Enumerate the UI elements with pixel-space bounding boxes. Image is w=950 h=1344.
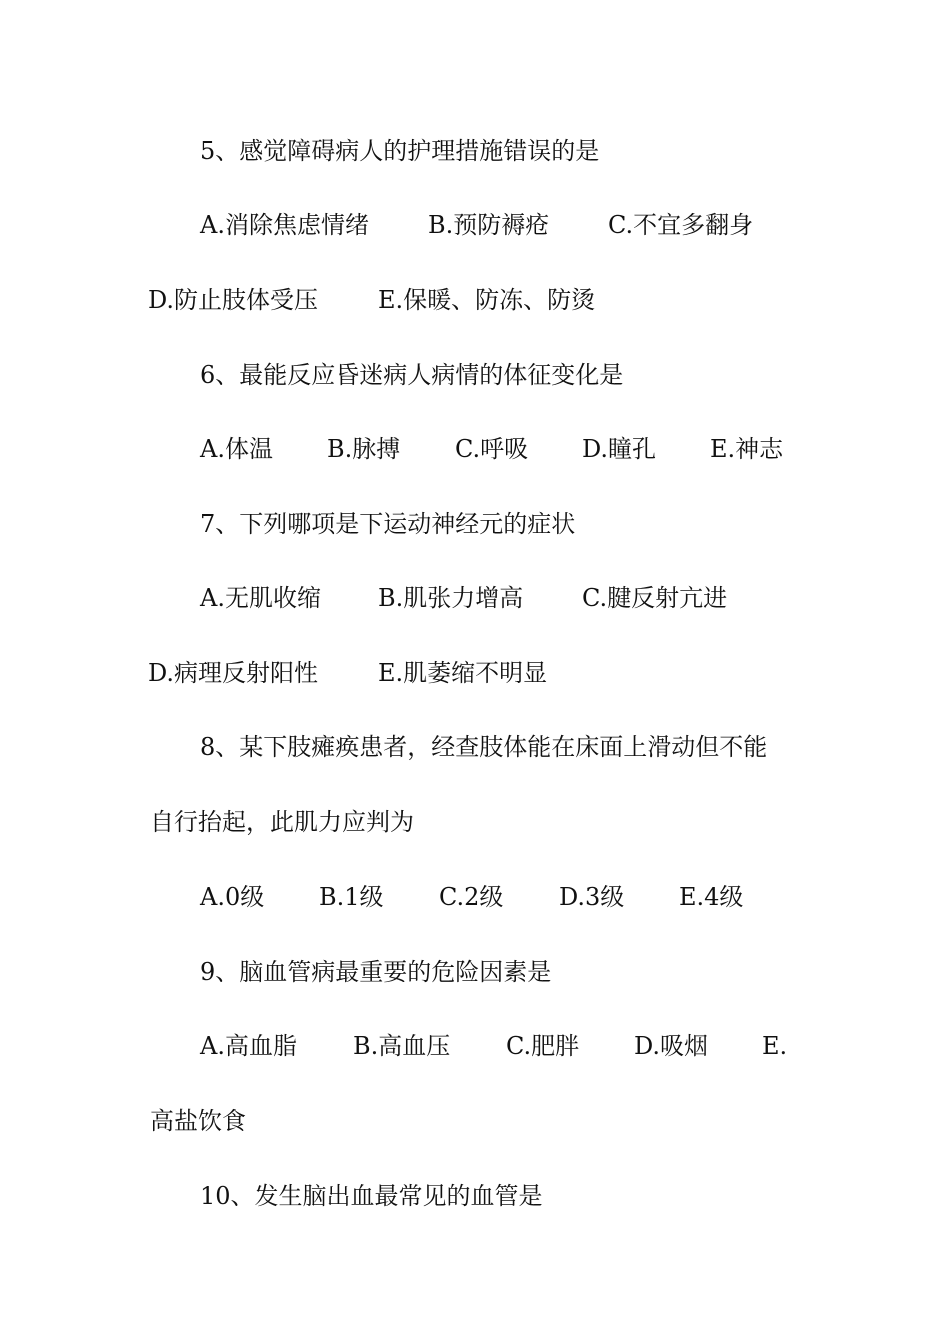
question-stem-continuation: 自行抬起，此肌力应判为 — [150, 808, 414, 836]
question-stem-text: 5、感觉障碍病人的护理措施错误的是 — [200, 137, 600, 165]
question-stem-text: 7、下列哪项是下运动神经元的症状 — [200, 510, 576, 538]
option-d: D.防止肢体受压 — [148, 286, 319, 314]
option-a: A.无肌收缩 — [200, 584, 321, 612]
option-c: C.不宜多翻身 — [608, 211, 754, 239]
option-a: A.0级 — [200, 883, 265, 911]
question-5-stem — [0, 131, 950, 171]
question-7-stem — [0, 504, 950, 544]
option-b: B.肌张力增高 — [378, 584, 524, 612]
option-d: D.吸烟 — [634, 1032, 709, 1060]
question-9-stem — [0, 952, 950, 992]
question-5-options-row-1 — [0, 205, 950, 245]
option-c: C.呼吸 — [455, 435, 529, 463]
option-d: D.3级 — [559, 883, 625, 911]
question-8-stem-line-2 — [0, 802, 950, 842]
question-8-options-row-1 — [0, 877, 950, 917]
option-a: A.消除焦虑情绪 — [200, 211, 369, 239]
option-c: C.腱反射亢进 — [582, 584, 728, 612]
option-e: E.神志 — [710, 435, 784, 463]
option-d: D.瞳孔 — [582, 435, 657, 463]
option-e: E. — [762, 1032, 788, 1060]
option-e: E.4级 — [679, 883, 744, 911]
question-10-stem — [0, 1176, 950, 1216]
question-stem-text: 8、某下肢瘫痪患者，经查肢体能在床面上滑动但不能 — [200, 733, 768, 761]
question-7-options-row-2 — [0, 653, 950, 693]
question-stem-text: 6、最能反应昏迷病人病情的体征变化是 — [200, 361, 624, 389]
option-e: E.肌萎缩不明显 — [378, 659, 548, 687]
question-8-stem-line-1 — [0, 727, 950, 767]
option-e: E.保暖、防冻、防烫 — [378, 286, 596, 314]
question-stem-text: 9、脑血管病最重要的危险因素是 — [200, 958, 552, 986]
question-stem-text: 10、发生脑出血最常见的血管是 — [200, 1182, 543, 1210]
option-a: A.体温 — [200, 435, 273, 463]
question-9-options-row-1 — [0, 1026, 950, 1066]
option-b: B.1级 — [319, 883, 384, 911]
option-b: B.预防褥疮 — [428, 211, 550, 239]
option-b: B.高血压 — [353, 1032, 451, 1060]
question-6-options-row-1 — [0, 429, 950, 469]
option-a: A.高血脂 — [200, 1032, 297, 1060]
option-c: C.2级 — [439, 883, 504, 911]
option-b: B.脉搏 — [327, 435, 401, 463]
question-9-options-row-2 — [0, 1101, 950, 1141]
question-6-stem — [0, 355, 950, 395]
question-5-options-row-2 — [0, 280, 950, 320]
question-7-options-row-1 — [0, 578, 950, 618]
option-c: C.肥胖 — [506, 1032, 580, 1060]
option-d: D.病理反射阳性 — [148, 659, 319, 687]
option-e-continuation: 高盐饮食 — [150, 1107, 246, 1135]
